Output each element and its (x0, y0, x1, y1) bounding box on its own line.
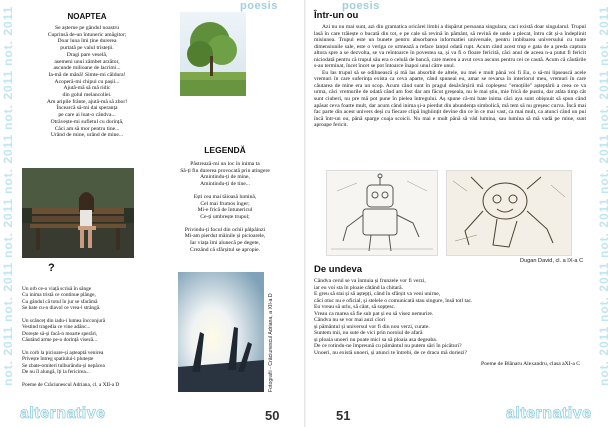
left-page (0, 0, 305, 427)
margin-label: not. 2011 (597, 5, 611, 67)
margin-label: not. 2011 (597, 197, 611, 259)
poem-line: Otrăvește-mi sufletul cu dorință, (50, 118, 124, 125)
poem-line: Se așterne pe gândul noastru (55, 25, 119, 31)
poem-untitled (22, 286, 146, 389)
poem-line: Un corb la picioare-și așteaptă venirea (22, 350, 104, 357)
stanza (160, 161, 290, 188)
poem-line: Se bate cu-n diavol ce vrea-l strângă. (22, 305, 101, 312)
right-margin-band (596, 0, 611, 427)
poem-line: Cel mai frumos înger; (200, 200, 250, 207)
poem-line: Unoeri, nu există unoeri, și atunci te întrebi, de ce dracu mă doriezi? (314, 350, 467, 357)
poem-line: Amintindu-ți de tine... (200, 181, 250, 188)
stanza (160, 194, 290, 221)
paragraph: Azi nu nu mai sunt, azi din gramatica oricărei limbi a dispărut persoana singulara, caci există doar singularul. Trupul lasă în care trăiește o bucată din tot, e pe cale să revină în pământ, să revină de unde a plecat, întru cât și-a îndeplinit misiunea. Trupul este un bunete pentru absorbarea informatiei universale, pentru imbibarea universului cu toate dimensiunile sale, este o veriga ce urmează a reface lanțul odată rupt. Acum când acest trup e gata de a preda captura altora spre a se dezvolta, se va reîntoarce în povestea sa, și va fi o floare fericită, căci anul de aceea n-a putut fi fericit niciodată pentru că trupul său era o celulă de bancă, care mereu a avut ceva ascuns pentru cei ce caută. Acum că căutările s-au terminat, încet încet se pot întoarce înapoi unul către unul. (314, 24, 586, 70)
poem-body (160, 161, 290, 253)
photo-sky-hands (178, 272, 264, 392)
poem-line: De nu îl alungă, îți la fericirea... (22, 369, 90, 376)
poem-line: pe care ai luat-o cândva... (58, 112, 116, 119)
poem-line: Vestind tragedia ce vine adânc... (22, 324, 91, 331)
poem-line: Privește întreg spatiului-i plutește (22, 356, 94, 363)
poem-line: Cândva cerul se va înmuia și frunzele vor fi verzi, (314, 278, 426, 284)
poem-de-undeva (314, 264, 586, 367)
poem-line: Căutând arme pe-o dorință viseză... (22, 337, 98, 344)
poem-line: Păstrează-mi un loc în inima ta (190, 161, 260, 167)
poem-line: Poeme de Crăciunescul Adriana, cl. a XII-a D (22, 382, 120, 389)
poem-line: Urând de mine, urând de mine... (50, 132, 124, 139)
poem-noaptea (22, 12, 152, 139)
poem-signature: Poeme de Blănaru Alexandru, clasa aXI-a C (481, 360, 580, 367)
poem-line: din golul melancoliei. (62, 92, 112, 99)
poem-line: Am aripile frânte, ajută-mă să zbor! (46, 98, 128, 105)
poem-line: Dorește să-și facă-n moarte sperări, (22, 330, 98, 337)
footer-alternative: alternative (20, 405, 106, 422)
poem-body (22, 25, 152, 139)
poem-line: Căci am să mor pentru tine... (54, 125, 120, 132)
poem-line: Cu gândul că totul în jur se sfarâmă (22, 298, 98, 305)
drawing-robot (326, 170, 438, 256)
header-poesis: poesis (342, 0, 380, 12)
right-page (306, 0, 611, 427)
poem-line: asemeni unui zâmbet arzător, (54, 58, 120, 65)
poem-title: NOAPTEA (67, 12, 107, 21)
poem-line: Încearcă să-mi dai speranța (56, 105, 118, 112)
margin-label: not. 2011 (1, 133, 15, 195)
poem-line: Ia-mă de mână! Simte-mi căldura! (48, 71, 126, 78)
poem-line: Ești cea mai tăioasă lumină, (193, 193, 257, 200)
poem-line: și pământul și universul vor fi din nou verzi, curate. (314, 323, 430, 330)
poem-line: Cândva nu se vor mai auzi cîori (314, 317, 386, 324)
poem-line: Amintindu-ți de mine, (200, 174, 250, 181)
article-body (314, 24, 586, 129)
poem-line: Mi-am pierdut mâinile și picioarele, (184, 233, 266, 240)
poem-line: Acoperă-mi chipul cu pașii... (54, 78, 120, 85)
poem-line: Un orb ce-o viață scrisă în sânge (22, 286, 92, 292)
poem-line: De ce rotindu-ne împreună cu pământul nu putem sări în picături? (314, 343, 462, 350)
margin-label: not. 2011 (597, 325, 611, 387)
poem-title: De undeva (314, 264, 363, 275)
margin-label: not. 2011 (1, 261, 15, 323)
margin-label: not. 2011 (597, 133, 611, 195)
poem-line: Eu vreau să urlu, să cânt, să sopțesc. (314, 304, 396, 311)
poem-line: Se zbate-omiteri tulburându-și nepăcea (22, 362, 105, 369)
poem-line: Crezând că sfârșitul se apropie. (189, 246, 261, 253)
drawing-creature (446, 170, 572, 256)
photo-credit: Fotografii - Crăciunescul Adriana, a XII-a D (268, 293, 274, 392)
poem-line: Privindu-ți focul din ochii pâlpâinzi (184, 226, 266, 233)
poem-line: Doar luna îmi ține durerea (57, 38, 117, 45)
poem-body (314, 278, 586, 357)
page-number-right: 51 (336, 408, 351, 423)
left-margin-band (0, 0, 15, 427)
poem-line: Dragi pare veselă, (66, 51, 108, 58)
margin-label: not. 2011 (1, 197, 15, 259)
poem-line: Un scânceț din iadu-i lumea încconjură (22, 318, 106, 325)
article-intr-un-ou (314, 10, 586, 129)
margin-label: not. 2011 (597, 261, 611, 323)
poem-line: Cuprinsă de-un întuneric amăgitor; (47, 31, 127, 38)
margin-label: not. 2011 (1, 5, 15, 67)
drawing-credit: Dugan David, cl. a IX-a C (520, 258, 584, 264)
photo-tree (180, 12, 246, 96)
poem-line: E greu să stai și să aștepți, când în sfârșit va veni unirne, (314, 291, 441, 298)
margin-label: not. 2011 (1, 325, 15, 387)
paragraph: Eu las trupul să se odihnească și mă las absorbit de altele, nu mei e mult până voi fi Eu, o să-mi lipsească acele vremuri în care suferința exista ca ceva aparte, când spuneai eu, amar se revarsa în interiorul meu, vremuri în care căutarea de mine era un scop. Acum când sunt în pragul desăvârșirii mă copleșesc "emoțiile" așteptării a ceea ce va urma, căci vremurile de odată când am fost dar am făcut greșeala, nu le mai știu, mie frică de pustiu, dar atâta timp cât sunt ciuberi, nu pre mă pot pune în pielea întregului. Aș spune că-mi bate inima căci aya sunt obișnuit să spun când apăsat ceva foarte mult, dar acum când inima și-a pierdut din abundența simbolică, mă tem să nu greșesc curva. Încă mai fac parte din acest univers deși cu fiecare clipă înghiințit devine din ce în ce mai vast, ca mai mult, ca atunci când un pui încă într-un ou, până spargе coaja scoicii. Nu mai e mult până să văd lumina, sau lumina să mă vadă pe mine, sunt aproape fericit. (314, 69, 586, 129)
poem-line: iar eu voi sta în ploaie câtând la chitară. (314, 284, 403, 291)
poem-line: Suntem mii, nu sute de vici prin noroiul de afară (314, 330, 423, 337)
stanza (160, 227, 290, 254)
article-title: Într-un ou (314, 10, 359, 21)
footer-alternative: alternative (506, 405, 592, 422)
page-number-left: 50 (265, 408, 280, 423)
poem-line: Cu inima tristă ce continue plânge, (22, 292, 96, 299)
poem-line: purtată pe valul tristeții. (60, 45, 114, 52)
poem-line: și ploaia unoeri nu poate mici sa să ploaia asa degeaba. (314, 336, 438, 343)
poem-line: Ajută-mă să mă ridic (63, 85, 111, 92)
poem-line: Ce-ți umbrește trupul; (200, 213, 250, 220)
poem-line: Iar viața îmi alunecă pe degete, (190, 240, 260, 247)
poem-line: ascunde milioane de lacrimi... (53, 65, 121, 72)
poem-line: căci otuc nu e oficial, și stelele o comunicată stau singure, însă totl tac. (314, 297, 473, 304)
poem-line: Să-ți fiu durerea provocată prin atingere (180, 167, 270, 174)
margin-label: not. 2011 (597, 69, 611, 131)
poem-title: LEGENDĂ (204, 145, 246, 155)
photo-bench-girl (22, 168, 134, 258)
poem-line: Mi-e frică de întunericul (197, 207, 253, 214)
poem-legenda (160, 145, 290, 259)
poem-line: Vreau ca marea să fie sub pat și eu să visez nemurire. (314, 310, 434, 317)
question-mark: ? (48, 262, 55, 274)
margin-label: not. 2011 (1, 69, 15, 131)
header-poesis: poesis (240, 0, 278, 12)
